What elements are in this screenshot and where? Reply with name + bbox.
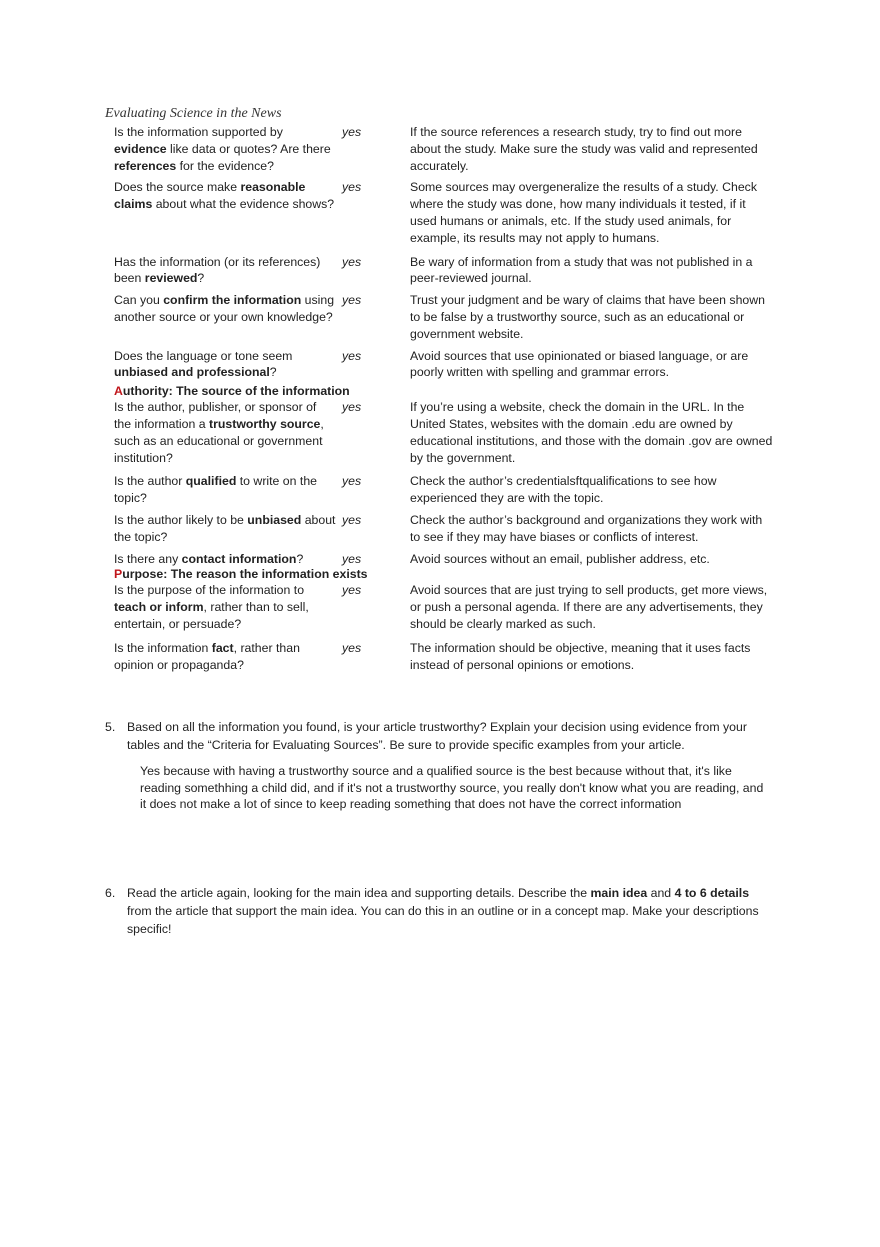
criteria-tip: If the source references a research study, try to find out more about the study. Make sure the study was valid and represented accurately. bbox=[410, 125, 758, 173]
criteria-answer: yes bbox=[342, 254, 362, 269]
criteria-question: Can you confirm the information using another source or your own knowledge? bbox=[114, 293, 335, 324]
criteria-question: Does the language or tone seem unbiased and professional? bbox=[114, 348, 293, 380]
criteria-answer: yes bbox=[342, 293, 362, 308]
criteria-answer: yes bbox=[342, 583, 362, 598]
criteria-answer: yes bbox=[342, 348, 362, 363]
document-title: Evaluating Science in the News bbox=[105, 106, 282, 121]
table-row bbox=[114, 551, 774, 568]
criteria-tip: Avoid sources without an email, publisher address, etc. bbox=[410, 551, 710, 566]
criteria-answer: yes bbox=[342, 125, 362, 139]
table-row bbox=[114, 399, 774, 466]
criteria-tip: Be wary of information from a study that was not published in a peer-reviewed journal. bbox=[410, 254, 753, 286]
question-6 bbox=[105, 884, 770, 938]
criteria-question: Is the information supported by evidence like data or quotes? Are there references for the evidence? bbox=[114, 125, 331, 173]
question-text: Read the article again, looking for the main idea and supporting details. Describe the main idea and 4 to 6 details from the article that support the main idea. You can do this in an outline or in a concept map. Make your descriptions specific! bbox=[127, 886, 759, 936]
table-row bbox=[114, 124, 774, 174]
criteria-answer: yes bbox=[342, 180, 362, 195]
table-row bbox=[114, 582, 774, 632]
question-text: Based on all the information you found, is your article trustworthy? Explain your decision using evidence from your tables and the “Criteria for Evaluating Sources”. Be sure to provide specific examples from your article. bbox=[127, 720, 747, 752]
criteria-tip: Check the author’s background and organizations they work with to see if they may have biases or conflicts of interest. bbox=[410, 512, 763, 544]
question-5-answer: Yes because with having a trustworthy source and a qualified source is the best because without that, it's like reading somethhing a child did, and if it's not a trustworthy source, you really don't know what you are reading, and it does not make a lot of since to keep reading something that does not have the correct information bbox=[140, 764, 764, 811]
table-row bbox=[114, 292, 774, 342]
criteria-answer: yes bbox=[342, 400, 362, 415]
criteria-answer: yes bbox=[342, 474, 362, 489]
criteria-answer: yes bbox=[342, 512, 362, 527]
question-5 bbox=[105, 718, 770, 754]
table-row bbox=[114, 179, 774, 246]
question-number: 6. bbox=[105, 886, 116, 900]
table-row bbox=[114, 473, 774, 507]
table-row bbox=[114, 512, 774, 546]
criteria-question: Has the information (or its references) been reviewed? bbox=[114, 254, 321, 286]
criteria-question: Is the purpose of the information to teach or inform, rather than to sell, entertain, or persuade? bbox=[114, 583, 309, 631]
criteria-question: Is the author qualified to write on the topic? bbox=[114, 474, 318, 506]
criteria-tip: Avoid sources that use opinionated or biased language, or are poorly written with spelling and grammar errors. bbox=[410, 348, 749, 380]
table-row bbox=[114, 640, 774, 674]
criteria-tip: Avoid sources that are just trying to sell products, get more views, or push a personal agenda. If there are any advertisements, they should be clearly marked as such. bbox=[410, 583, 768, 631]
purpose-heading: Purpose: The reason the information exists bbox=[114, 567, 368, 582]
criteria-answer: yes bbox=[342, 551, 362, 566]
criteria-tip: Check the author’s credentialsftqualifications to see how experienced they are with the topic. bbox=[410, 474, 717, 506]
authority-heading: Authority: The source of the information bbox=[114, 384, 350, 399]
criteria-tip: If you’re using a website, check the domain in the URL. In the United States, websites with the domain .edu are owned by educational institutions, and those with the domain .gov are owned by the government. bbox=[410, 400, 773, 465]
criteria-question: Is the author likely to be unbiased about the topic? bbox=[114, 512, 336, 544]
criteria-table bbox=[114, 124, 774, 678]
criteria-tip: The information should be objective, meaning that it uses facts instead of personal opinions or emotions. bbox=[410, 640, 751, 672]
question-number: 5. bbox=[105, 720, 116, 734]
criteria-tip: Some sources may overgeneralize the results of a study. Check where the study was done, how many individuals it tested, if it used humans or animals, etc. If the study used animals, for example, its results may not apply to humans. bbox=[410, 180, 757, 245]
table-row bbox=[114, 254, 774, 288]
criteria-question: Is the information fact, rather than opinion or propaganda? bbox=[114, 640, 300, 672]
criteria-tip: Trust your judgment and be wary of claims that have been shown to be false by a trustworthy source, such as an educational or government website. bbox=[410, 293, 765, 341]
criteria-question: Is the author, publisher, or sponsor of the information a trustworthy source, such as an educational or government institution? bbox=[114, 400, 324, 465]
criteria-question: Does the source make reasonable claims about what the evidence shows? bbox=[114, 180, 335, 212]
table-row bbox=[114, 348, 774, 382]
criteria-answer: yes bbox=[342, 640, 362, 655]
criteria-question: Is there any contact information? bbox=[114, 551, 304, 566]
